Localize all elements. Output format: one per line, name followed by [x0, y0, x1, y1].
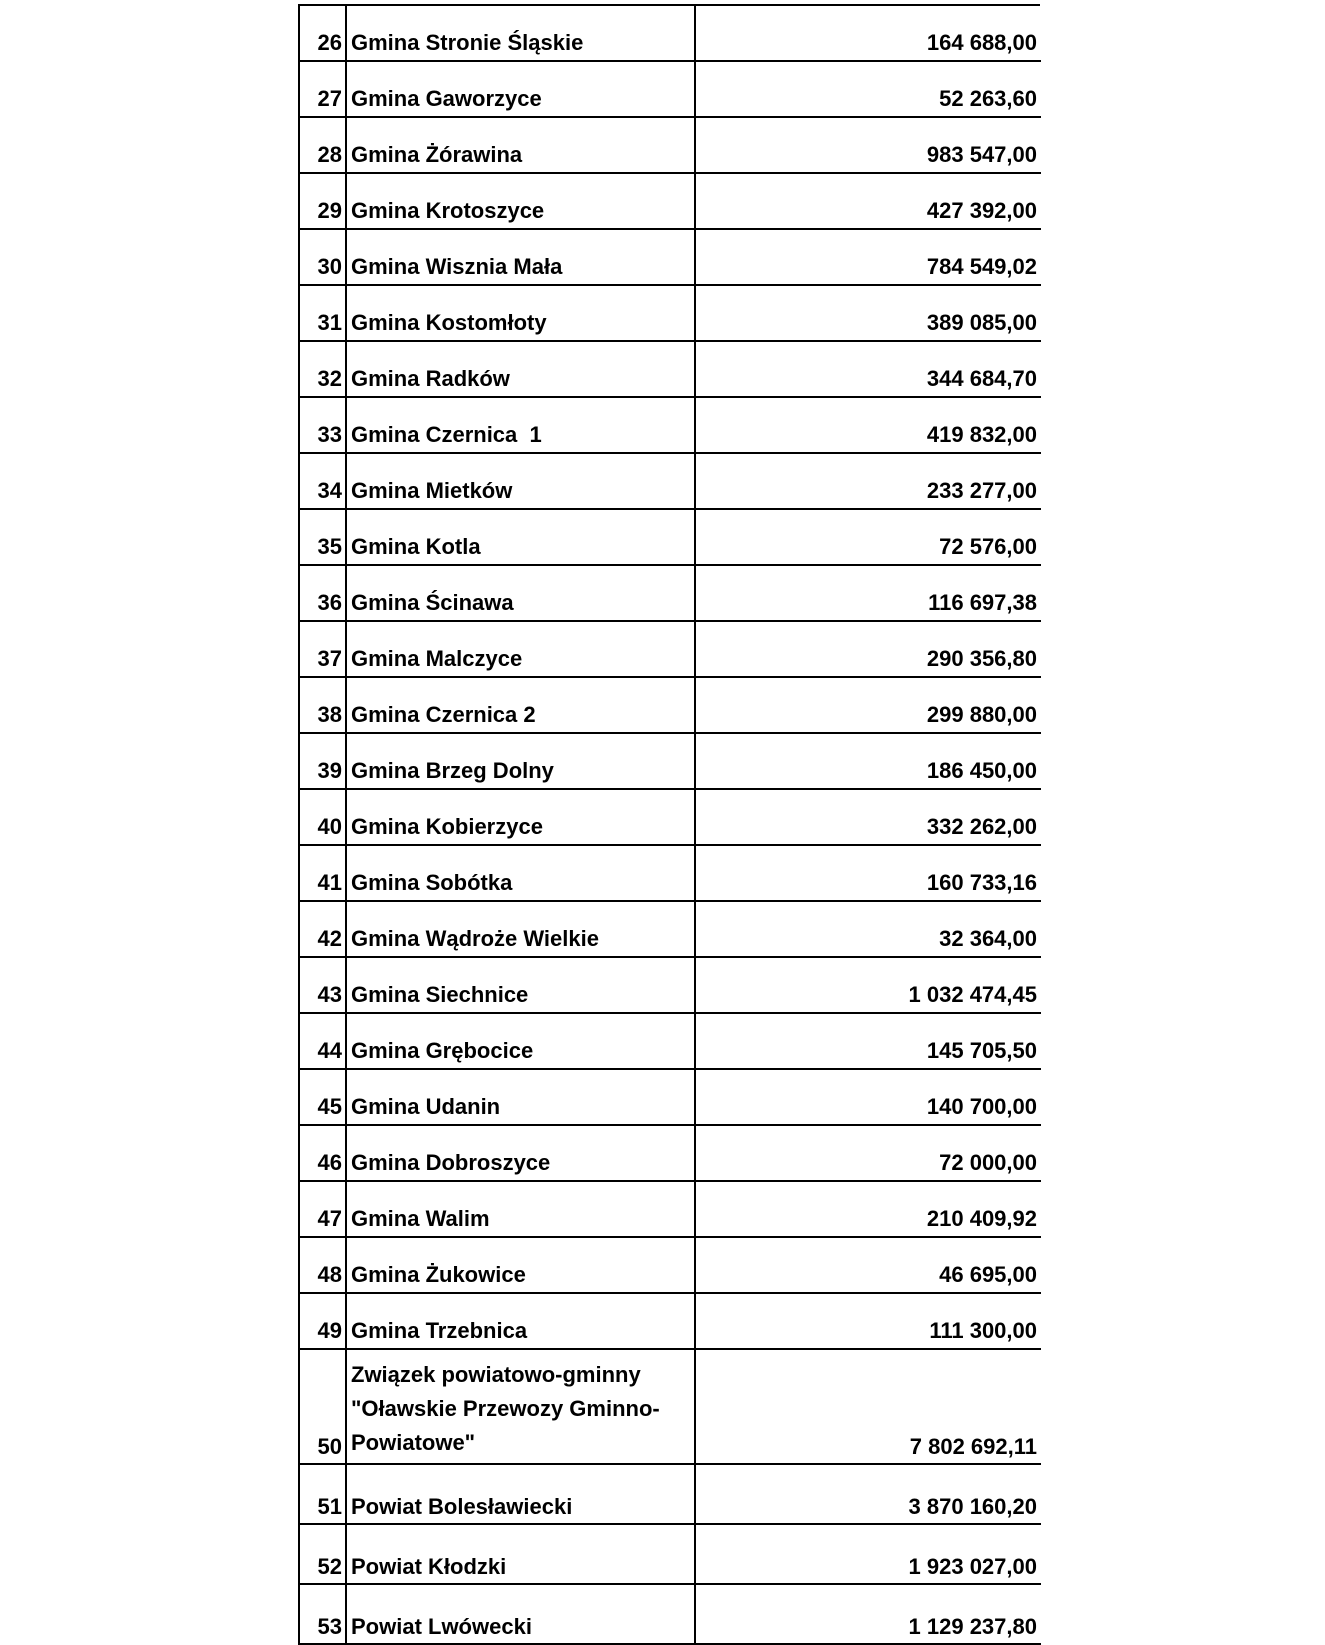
- entity-name: Gmina Krotoszyce: [346, 173, 695, 229]
- amount: 427 392,00: [695, 173, 1041, 229]
- table-row: [299, 1013, 1041, 1069]
- table-row: [299, 1069, 1041, 1125]
- table-row: [299, 453, 1041, 509]
- table-row: [299, 1125, 1041, 1181]
- entity-name: Związek powiatowo-gminny "Oławskie Przewozy Gminno-Powiatowe": [346, 1349, 695, 1464]
- amount: 983 547,00: [695, 117, 1041, 173]
- table-row: [299, 1181, 1041, 1237]
- row-number: 30: [299, 229, 346, 285]
- table-row: [299, 565, 1041, 621]
- table-row: [299, 733, 1041, 789]
- row-number: 29: [299, 173, 346, 229]
- amount: 72 576,00: [695, 509, 1041, 565]
- entity-name: Gmina Trzebnica: [346, 1293, 695, 1349]
- amount: 210 409,92: [695, 1181, 1041, 1237]
- entity-name: Gmina Dobroszyce: [346, 1125, 695, 1181]
- table-row: [299, 845, 1041, 901]
- row-number: 40: [299, 789, 346, 845]
- table-row: [299, 173, 1041, 229]
- funding-table: [298, 6, 1041, 1645]
- row-number: 53: [299, 1584, 346, 1644]
- amount: 290 356,80: [695, 621, 1041, 677]
- table-row: [299, 117, 1041, 173]
- entity-name: Powiat Kłodzki: [346, 1524, 695, 1584]
- table-row: [299, 229, 1041, 285]
- entity-name: Gmina Stronie Śląskie: [346, 6, 695, 61]
- table-row: [299, 6, 1041, 61]
- table-row: [299, 397, 1041, 453]
- table-row: [299, 957, 1041, 1013]
- entity-name: Gmina Gaworzyce: [346, 61, 695, 117]
- entity-name: Gmina Ścinawa: [346, 565, 695, 621]
- row-number: 31: [299, 285, 346, 341]
- entity-name: Gmina Wisznia Mała: [346, 229, 695, 285]
- amount: 1 129 237,80: [695, 1584, 1041, 1644]
- table-row: [299, 1293, 1041, 1349]
- row-number: 32: [299, 341, 346, 397]
- amount: 140 700,00: [695, 1069, 1041, 1125]
- entity-name: Gmina Żórawina: [346, 117, 695, 173]
- row-number: 37: [299, 621, 346, 677]
- entity-name: Gmina Kotla: [346, 509, 695, 565]
- entity-name: Gmina Siechnice: [346, 957, 695, 1013]
- row-number: 39: [299, 733, 346, 789]
- amount: 332 262,00: [695, 789, 1041, 845]
- entity-name: Gmina Mietków: [346, 453, 695, 509]
- table-row: [299, 1524, 1041, 1584]
- amount: 784 549,02: [695, 229, 1041, 285]
- entity-name: Gmina Kostomłoty: [346, 285, 695, 341]
- table-row: [299, 621, 1041, 677]
- entity-name: Gmina Wądroże Wielkie: [346, 901, 695, 957]
- entity-name: Gmina Udanin: [346, 1069, 695, 1125]
- table-row: [299, 341, 1041, 397]
- row-number: 48: [299, 1237, 346, 1293]
- amount: 116 697,38: [695, 565, 1041, 621]
- amount: 3 870 160,20: [695, 1464, 1041, 1524]
- table-row: [299, 509, 1041, 565]
- entity-name: Gmina Brzeg Dolny: [346, 733, 695, 789]
- amount: 1 923 027,00: [695, 1524, 1041, 1584]
- entity-name: Powiat Bolesławiecki: [346, 1464, 695, 1524]
- row-number: 38: [299, 677, 346, 733]
- amount: 233 277,00: [695, 453, 1041, 509]
- amount: 1 032 474,45: [695, 957, 1041, 1013]
- amount: 52 263,60: [695, 61, 1041, 117]
- amount: 299 880,00: [695, 677, 1041, 733]
- amount: 32 364,00: [695, 901, 1041, 957]
- row-number: 43: [299, 957, 346, 1013]
- entity-name: Gmina Radków: [346, 341, 695, 397]
- table-row: [299, 61, 1041, 117]
- amount: 46 695,00: [695, 1237, 1041, 1293]
- table-row: [299, 1237, 1041, 1293]
- entity-name: Gmina Kobierzyce: [346, 789, 695, 845]
- row-number: 47: [299, 1181, 346, 1237]
- table-row: [299, 789, 1041, 845]
- amount: 164 688,00: [695, 6, 1041, 61]
- table-row: [299, 1464, 1041, 1524]
- entity-name: Gmina Sobótka: [346, 845, 695, 901]
- row-number: 41: [299, 845, 346, 901]
- row-number: 49: [299, 1293, 346, 1349]
- table-row: [299, 1584, 1041, 1644]
- table-row: [299, 1349, 1041, 1464]
- row-number: 26: [299, 6, 346, 61]
- amount: 186 450,00: [695, 733, 1041, 789]
- amount: 389 085,00: [695, 285, 1041, 341]
- entity-name: Powiat Lwówecki: [346, 1584, 695, 1644]
- entity-name: Gmina Grębocice: [346, 1013, 695, 1069]
- row-number: 35: [299, 509, 346, 565]
- amount: 145 705,50: [695, 1013, 1041, 1069]
- table-row: [299, 285, 1041, 341]
- row-number: 50: [299, 1349, 346, 1464]
- funding-table-sheet: [298, 4, 1040, 1645]
- entity-name: Gmina Malczyce: [346, 621, 695, 677]
- entity-name: Gmina Walim: [346, 1181, 695, 1237]
- row-number: 28: [299, 117, 346, 173]
- row-number: 36: [299, 565, 346, 621]
- entity-name: Gmina Czernica 1: [346, 397, 695, 453]
- row-number: 44: [299, 1013, 346, 1069]
- amount: 7 802 692,11: [695, 1349, 1041, 1464]
- table-row: [299, 901, 1041, 957]
- amount: 111 300,00: [695, 1293, 1041, 1349]
- row-number: 42: [299, 901, 346, 957]
- amount: 419 832,00: [695, 397, 1041, 453]
- entity-name: Gmina Czernica 2: [346, 677, 695, 733]
- table-row: [299, 677, 1041, 733]
- row-number: 46: [299, 1125, 346, 1181]
- entity-name: Gmina Żukowice: [346, 1237, 695, 1293]
- row-number: 52: [299, 1524, 346, 1584]
- amount: 160 733,16: [695, 845, 1041, 901]
- row-number: 27: [299, 61, 346, 117]
- row-number: 34: [299, 453, 346, 509]
- row-number: 45: [299, 1069, 346, 1125]
- amount: 72 000,00: [695, 1125, 1041, 1181]
- row-number: 33: [299, 397, 346, 453]
- row-number: 51: [299, 1464, 346, 1524]
- amount: 344 684,70: [695, 341, 1041, 397]
